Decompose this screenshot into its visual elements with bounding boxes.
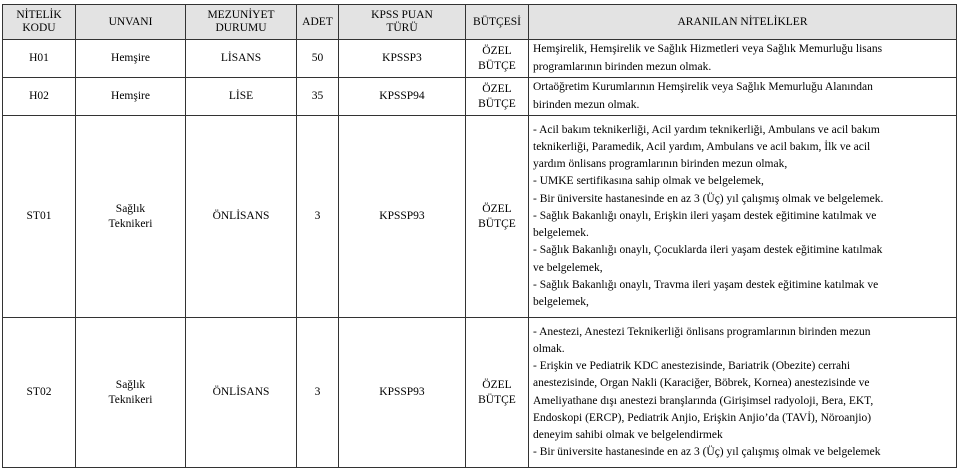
cell-count: 35 [297, 78, 339, 116]
header-count: ADET [297, 5, 339, 40]
cell-qualifications: Hemşirelik, Hemşirelik ve Sağlık Hizmetleri veya Sağlık Memurluğu lisans programlarının birinden mezun olmak. [529, 40, 957, 78]
cell-budget: ÖZEL BÜTÇE [466, 318, 529, 468]
table-row [3, 318, 957, 468]
cell-code: H02 [3, 78, 76, 116]
header-row [3, 5, 957, 40]
cell-budget: ÖZEL BÜTÇE [466, 40, 529, 78]
cell-education: LİSANS [186, 40, 297, 78]
header-title: UNVANI [76, 5, 186, 40]
header-qualification-code: NİTELİK KODU [3, 5, 76, 40]
cell-kpss: KPSSP3 [339, 40, 466, 78]
cell-budget: ÖZEL BÜTÇE [466, 78, 529, 116]
cell-count: 3 [297, 116, 339, 318]
cell-qualifications: Ortaöğretim Kurumlarının Hemşirelik veya Sağlık Memurluğu Alanından birinden mezun olmak. [529, 78, 957, 116]
cell-count: 50 [297, 40, 339, 78]
table-row [3, 78, 957, 116]
cell-kpss: KPSSP93 [339, 116, 466, 318]
header-qualifications: ARANILAN NİTELİKLER [529, 5, 957, 40]
header-budget: BÜTÇESİ [466, 5, 529, 40]
cell-title: Sağlık Teknikeri [76, 318, 186, 468]
cell-qualifications: - Anestezi, Anestezi Teknikerliği önlisans programlarının birinden mezun olmak. - Erişkin ve Pediatrik KDC anestezisinde, Bariatrik (Obezite) cerrahi anestezisinde, Organ Nakli (Karaciğer, Böbrek, Kornea) anestezisinde ve Ameliyathane dışı anestezi branşlarında (Girişimsel radyoloji, Bera, EKT, Endoskopi (ERCP), Pediatrik Anjio, Erişkin Anjio’da (TAVİ), Nöroanjio) deneyim sahibi olmak ve belgelendirmek - Bir üniversite hastanesinde en az 3 (Üç) yıl çalışmış olmak ve belgelemek [529, 318, 957, 468]
header-kpss-type: KPSS PUAN TÜRÜ [339, 5, 466, 40]
cell-title: Hemşire [76, 40, 186, 78]
table-row [3, 116, 957, 318]
cell-education: LİSE [186, 78, 297, 116]
cell-qualifications: - Acil bakım teknikerliği, Acil yardım teknikerliği, Ambulans ve acil bakım teknikerliği, Paramedik, Acil yardım, Ambulans ve acil bakım, İlk ve acil yardım önlisans programlarının birinden mezun olmak, - UMKE sertifikasına sahip olmak ve belgelemek, - Bir üniversite hastanesinde en az 3 (Üç) yıl çalışmış olmak ve belgelemek. - Sağlık Bakanlığı onaylı, Erişkin ileri yaşam destek eğitimine katılmak ve belgelemek. - Sağlık Bakanlığı onaylı, Çocuklarda ileri yaşam destek eğitimine katılmak ve belgelemek, - Sağlık Bakanlığı onaylı, Travma ileri yaşam destek eğitimine katılmak ve belgelemek, [529, 116, 957, 318]
cell-code: ST01 [3, 116, 76, 318]
cell-title: Sağlık Teknikeri [76, 116, 186, 318]
cell-title: Hemşire [76, 78, 186, 116]
cell-kpss: KPSSP93 [339, 318, 466, 468]
cell-budget: ÖZEL BÜTÇE [466, 116, 529, 318]
cell-education: ÖNLİSANS [186, 318, 297, 468]
cell-count: 3 [297, 318, 339, 468]
cell-code: ST02 [3, 318, 76, 468]
cell-education: ÖNLİSANS [186, 116, 297, 318]
positions-table [2, 4, 957, 468]
cell-kpss: KPSSP94 [339, 78, 466, 116]
header-education: MEZUNİYET DURUMU [186, 5, 297, 40]
table-row [3, 40, 957, 78]
cell-code: H01 [3, 40, 76, 78]
